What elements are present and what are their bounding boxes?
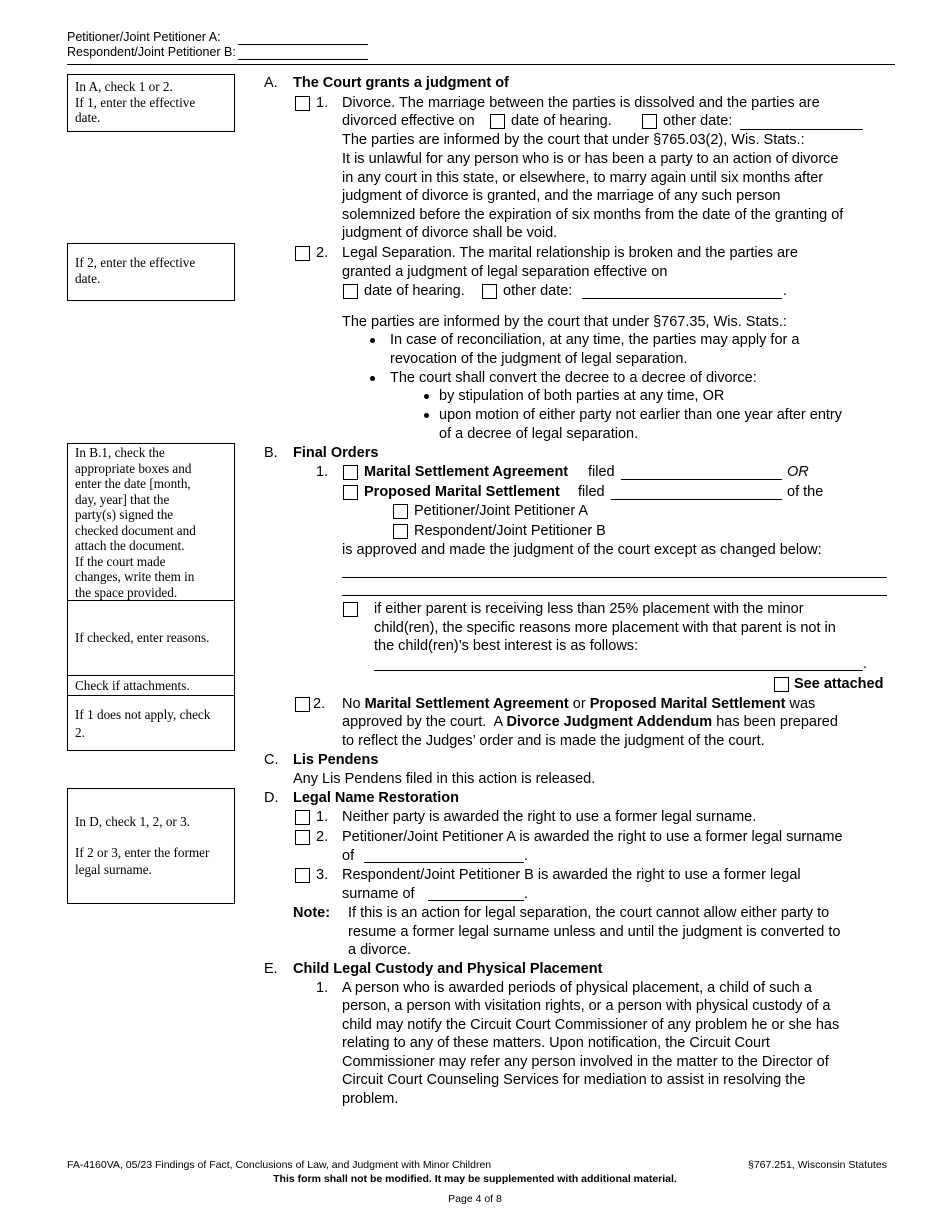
bullet [370,338,375,343]
section-d-letter: D. [264,790,279,806]
note-text: If 1 does not apply, check [75,707,211,722]
legal-separation-checkbox[interactable] [295,246,310,261]
respondent-label: Respondent/Joint Petitioner B: [67,45,236,59]
see-attached-label: See attached [794,676,884,692]
sidebar-note-attach [67,675,235,696]
separation-other-date-checkbox[interactable] [482,284,497,299]
note-text: If 1, enter the effective [75,94,196,110]
pms-label: Proposed Marital Settlement [364,484,560,500]
surname-text: Respondent/Joint Petitioner B is awarded the right to use a former legal [342,867,801,883]
section-c-title: Lis Pendens [293,752,379,768]
respondent-surname-checkbox[interactable] [295,868,310,883]
approved-text: is approved and made the judgment of the court except as changed below: [342,542,822,558]
bullet [424,394,429,399]
no-msa-text [342,695,815,713]
divorce-text: Divorce. The marriage between the parties is dissolved and the parties are [342,95,820,111]
section-e-title: Child Legal Custody and Physical Placement [293,961,603,977]
divorce-other-date-checkbox[interactable] [642,114,657,129]
section-b-title: Final Orders [293,445,379,461]
separation-text: granted a judgment of legal separation effective on [342,264,668,280]
petitioner-a-checkbox[interactable] [393,504,408,519]
msa-label: Marital Settlement Agreement [364,464,569,480]
text-run: has been prepared [716,714,838,730]
item-number: 1. [316,980,329,996]
statute-text: judgment of divorce shall be void. [342,225,558,241]
date-of-hearing-label: date of hearing. [364,283,465,299]
note-text: day, year] that the [75,491,170,507]
note-text: attach the document. [75,538,185,553]
pms-filed-date-field[interactable] [611,499,782,500]
placement-text: if either parent is receiving less than 25% placement with the minor [374,601,804,617]
surname-text: Petitioner/Joint Petitioner A is awarded the right to use a former legal surname [342,829,843,845]
modification-notice: This form shall not be modified. It may be supplemented with additional material. [273,1173,677,1185]
note-text: enter the date [month, [75,476,191,491]
section-e-letter: E. [264,961,278,977]
surname-text: surname of [342,886,415,902]
section-d-title: Legal Name Restoration [293,790,459,806]
separation-date-of-hearing-checkbox[interactable] [343,284,358,299]
custody-text: relating to any of these matters. Upon notification, the Circuit Court [342,1035,770,1051]
of-the-label: of the [787,484,824,500]
statute-text: judgment of divorce is granted, and the marriage of any such person [342,188,781,204]
item-number: 3. [316,867,329,883]
header-divider [67,64,895,65]
page-number: Page 4 of 8 [448,1193,502,1205]
respondent-b-checkbox[interactable] [393,524,408,539]
section-b-letter: B. [264,445,278,461]
or-label: OR [787,464,809,480]
custody-text: Circuit Court Counseling Services for mediation to assist in resolving the [342,1072,806,1088]
placement-reasons-checkbox[interactable] [343,602,358,617]
see-attached-checkbox[interactable] [774,677,789,692]
item-number: 2. [313,696,326,712]
respondent-former-surname-field[interactable] [428,900,524,901]
text-run: or [572,696,586,712]
separation-text: Legal Separation. The marital relationship is broken and the parties are [342,245,798,261]
no-surname-checkbox[interactable] [295,810,310,825]
respondent-name-field[interactable] [238,59,368,60]
statute-notice: The parties are informed by the court that under §767.35, Wis. Stats.: [342,314,787,330]
note-text: In A, check 1 or 2. [75,79,173,94]
surname-text: Neither party is awarded the right to use a former legal surname. [342,809,757,825]
filed-label: filed [588,464,615,480]
statute-text: It is unlawful for any person who is or has been a party to an action of divorce [342,151,839,167]
note-text: date. [75,110,101,126]
filed-label: filed [578,484,605,500]
placement-text: the child(ren)’s best interest is as follows: [374,638,639,654]
note-text: changes, write them in [75,569,195,584]
placement-reasons-field[interactable] [374,670,863,671]
custody-text: A person who is awarded periods of physical placement, a child of such a [342,980,812,996]
divorce-other-date-field[interactable] [740,129,863,130]
custody-text: Commissioner may refer any person involved in the matter to the Director of [342,1054,829,1070]
item-number: 1. [316,95,329,111]
changes-line-1[interactable] [342,577,887,578]
petitioner-former-surname-field[interactable] [364,862,524,863]
note-text: party(s) signed the [75,507,174,522]
bullet [424,413,429,418]
statute-reference: §767.251, Wisconsin Statutes [748,1159,887,1171]
text-run: Proposed Marital Settlement [589,696,786,712]
note-text: If this is an action for legal separation, the court cannot allow either party to [348,905,830,921]
sidebar-note-a [67,74,235,132]
note-text: legal surname. [75,862,152,877]
item-number: 1. [316,464,329,480]
sidebar-note-b1 [67,443,235,601]
other-date-label: other date: [503,283,573,299]
note-text: If 2, enter the effective [75,255,196,270]
period: . [863,656,868,672]
note-text: If 2 or 3, enter the former [75,845,210,860]
text-run: Marital Settlement Agreement [364,696,569,712]
form-id: FA-4160VA, 05/23 Findings of Fact, Conclusions of Law, and Judgment with Minor Children [67,1159,492,1171]
sub-bullet-text: upon motion of either party not earlier than one year after entry [439,407,843,423]
date-of-hearing-label: date of hearing. [511,113,612,129]
msa-filed-date-field[interactable] [621,479,782,480]
pms-checkbox[interactable] [343,485,358,500]
bullet-text: In case of reconciliation, at any time, the parties may apply for a [390,332,800,348]
petitioner-surname-checkbox[interactable] [295,830,310,845]
sidebar-note-reasons [67,600,235,676]
period: . [524,848,529,864]
bullet-text: The court shall convert the decree to a decree of divorce: [390,370,757,386]
bullet-text: revocation of the judgment of legal separation. [390,351,688,367]
other-date-label: other date: [663,113,733,129]
item-number: 2. [316,829,329,845]
note-text: appropriate boxes and [75,460,192,476]
statute-text: in any court in this state, or elsewhere, to marry again until six months after [342,170,824,186]
note-label: Note: [293,905,331,921]
note-text: In B.1, check the [75,445,165,460]
msa-checkbox[interactable] [343,465,358,480]
petitioner-a-label: Petitioner/Joint Petitioner A [414,503,589,519]
note-text: 2. [75,725,85,740]
no-msa-checkbox[interactable] [295,697,310,712]
text-run: No [342,696,361,712]
statute-notice: The parties are informed by the court that under §765.03(2), Wis. Stats.: [342,132,805,148]
no-msa-text [342,713,838,731]
text-run: approved by the court. A [342,714,503,730]
sub-bullet-text: by stipulation of both parties at any time, OR [439,388,725,404]
note-text: resume a former legal surname unless and until the judgment is converted to [348,924,841,940]
note-text: Check if attachments. [75,678,190,693]
lis-pendens-text: Any Lis Pendens filed in this action is released. [293,771,596,787]
surname-text: of [342,848,355,864]
divorce-checkbox[interactable] [295,96,310,111]
separation-other-date-field[interactable] [582,298,782,299]
sidebar-note-a2 [67,243,235,301]
custody-text: person, a person with visitation rights, or a person with physical custody of a [342,998,831,1014]
divorce-text: divorced effective on [342,113,475,129]
period: . [783,283,788,299]
section-a-letter: A. [264,75,278,91]
note-text: checked document and [75,522,196,538]
respondent-b-label: Respondent/Joint Petitioner B [414,523,606,539]
sidebar-note-d [67,788,235,904]
custody-text: problem. [342,1091,399,1107]
note-text: If checked, enter reasons. [75,630,210,645]
custody-text: child may notify the Circuit Court Commissioner of any problem he or she has [342,1017,840,1033]
no-msa-text: to reflect the Judges’ order and is made the judgment of the court. [342,733,765,749]
note-text: the space provided. [75,584,178,600]
note-text: In D, check 1, 2, or 3. [75,814,190,829]
note-text: date. [75,270,101,286]
item-number: 1. [316,809,329,825]
note-text: If the court made [75,553,166,569]
section-a-title: The Court grants a judgment of [293,75,509,91]
section-c-letter: C. [264,752,279,768]
statute-text: solemnized before the expiration of six months from the date of the granting of [342,207,844,223]
sidebar-note-b2 [67,695,235,751]
note-text: a divorce. [348,942,411,958]
item-number: 2. [316,245,329,261]
text-run: Divorce Judgment Addendum [506,714,713,730]
period: . [524,886,529,902]
petitioner-name-field[interactable] [238,44,368,45]
divorce-date-of-hearing-checkbox[interactable] [490,114,505,129]
text-run: was [789,696,816,712]
bullet [370,376,375,381]
placement-text: child(ren), the specific reasons more placement with that parent is not in [374,620,836,636]
changes-line-2[interactable] [342,595,887,596]
petitioner-label: Petitioner/Joint Petitioner A: [67,30,221,44]
sub-bullet-text: of a decree of legal separation. [439,426,639,442]
